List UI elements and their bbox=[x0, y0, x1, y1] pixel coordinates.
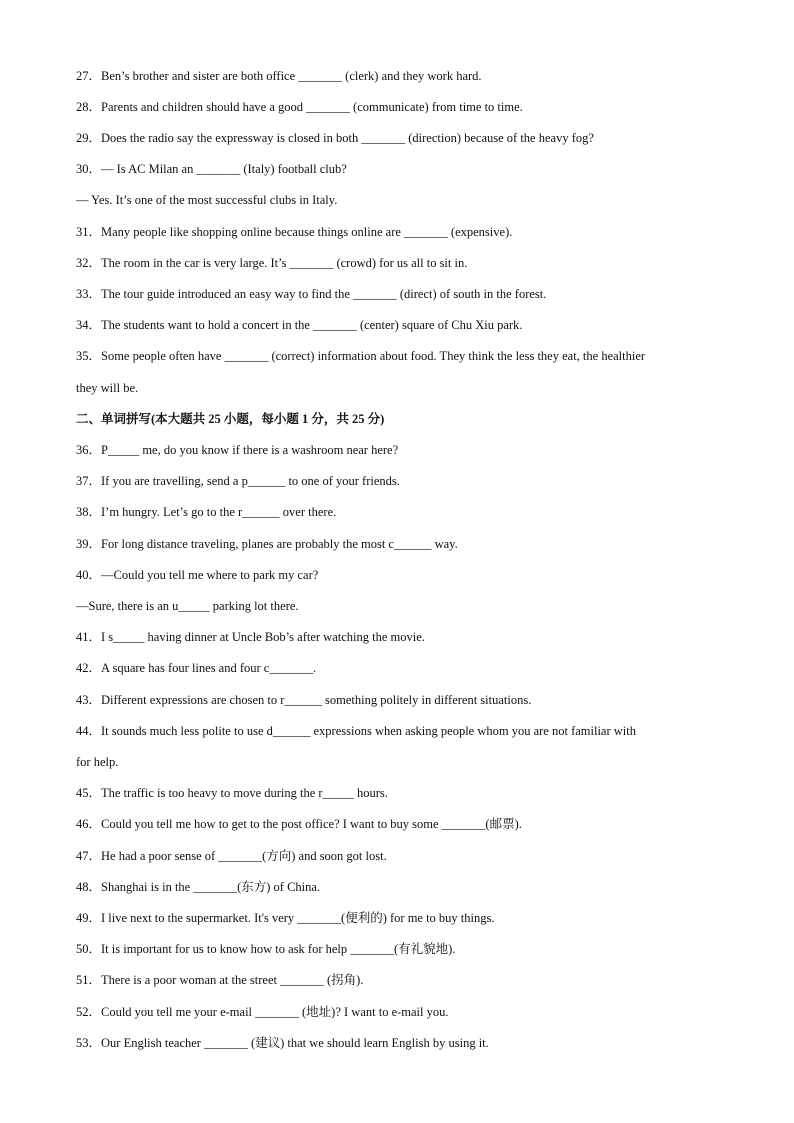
question-43: 43．Different expressions are chosen to r______ something politely in different situations. bbox=[76, 693, 532, 707]
question-38: 38．I’m hungry. Let’s go to the r______ over there. bbox=[76, 505, 337, 519]
question-27: 27．Ben’s brother and sister are both office _______ (clerk) and they work hard. bbox=[76, 69, 482, 83]
question-44: 44．It sounds much less polite to use d______ expressions when asking people whom you are not familiar with bbox=[76, 724, 636, 738]
question-30-answer: — Yes. It’s one of the most successful clubs in Italy. bbox=[76, 193, 338, 207]
question-32: 32．The room in the car is very large. It’s _______ (crowd) for us all to sit in. bbox=[76, 256, 468, 270]
question-34: 34．The students want to hold a concert in the _______ (center) square of Chu Xiu park. bbox=[76, 318, 523, 332]
question-53: 53．Our English teacher _______ (建议) that we should learn English by using it. bbox=[76, 1036, 489, 1050]
question-31: 31．Many people like shopping online because things online are _______ (expensive). bbox=[76, 225, 513, 239]
question-50: 50．It is important for us to know how to ask for help _______(有礼貌地). bbox=[76, 942, 456, 956]
question-35-continued: they will be. bbox=[76, 381, 139, 395]
question-46: 46．Could you tell me how to get to the post office? I want to buy some _______(邮票). bbox=[76, 817, 522, 831]
question-29: 29．Does the radio say the expressway is closed in both _______ (direction) because of the heavy fog? bbox=[76, 131, 594, 145]
question-39: 39．For long distance traveling, planes are probably the most c______ way. bbox=[76, 537, 458, 551]
question-36: 36．P_____ me, do you know if there is a washroom near here? bbox=[76, 443, 399, 457]
question-40: 40．—Could you tell me where to park my car? bbox=[76, 568, 319, 582]
question-52: 52．Could you tell me your e-mail _______ (地址)? I want to e-mail you. bbox=[76, 1005, 449, 1019]
section-title: 二、单词拼写(本大题共 25 小题，每小题 1 分，共 25 分) bbox=[76, 412, 385, 426]
question-44-continued: for help. bbox=[76, 755, 119, 769]
question-37: 37．If you are travelling, send a p______ to one of your friends. bbox=[76, 474, 400, 488]
question-40-answer: —Sure, there is an u_____ parking lot there. bbox=[76, 599, 299, 613]
question-49: 49．I live next to the supermarket. It's very _______(便利的) for me to buy things. bbox=[76, 911, 495, 925]
question-48: 48．Shanghai is in the _______(东方) of China. bbox=[76, 880, 321, 894]
question-35: 35．Some people often have _______ (correct) information about food. They think the less they eat, the healthier bbox=[76, 349, 646, 363]
question-33: 33．The tour guide introduced an easy way to find the _______ (direct) of south in the forest. bbox=[76, 287, 547, 301]
question-41: 41．I s_____ having dinner at Uncle Bob’s after watching the movie. bbox=[76, 630, 425, 644]
question-45: 45．The traffic is too heavy to move during the r_____ hours. bbox=[76, 786, 388, 800]
question-47: 47．He had a poor sense of _______(方向) and soon got lost. bbox=[76, 849, 387, 863]
question-51: 51．There is a poor woman at the street _______ (拐角). bbox=[76, 973, 364, 987]
question-42: 42．A square has four lines and four c_______. bbox=[76, 661, 317, 675]
question-28: 28．Parents and children should have a good _______ (communicate) from time to time. bbox=[76, 100, 523, 114]
question-30: 30．— Is AC Milan an _______ (Italy) football club? bbox=[76, 162, 347, 176]
